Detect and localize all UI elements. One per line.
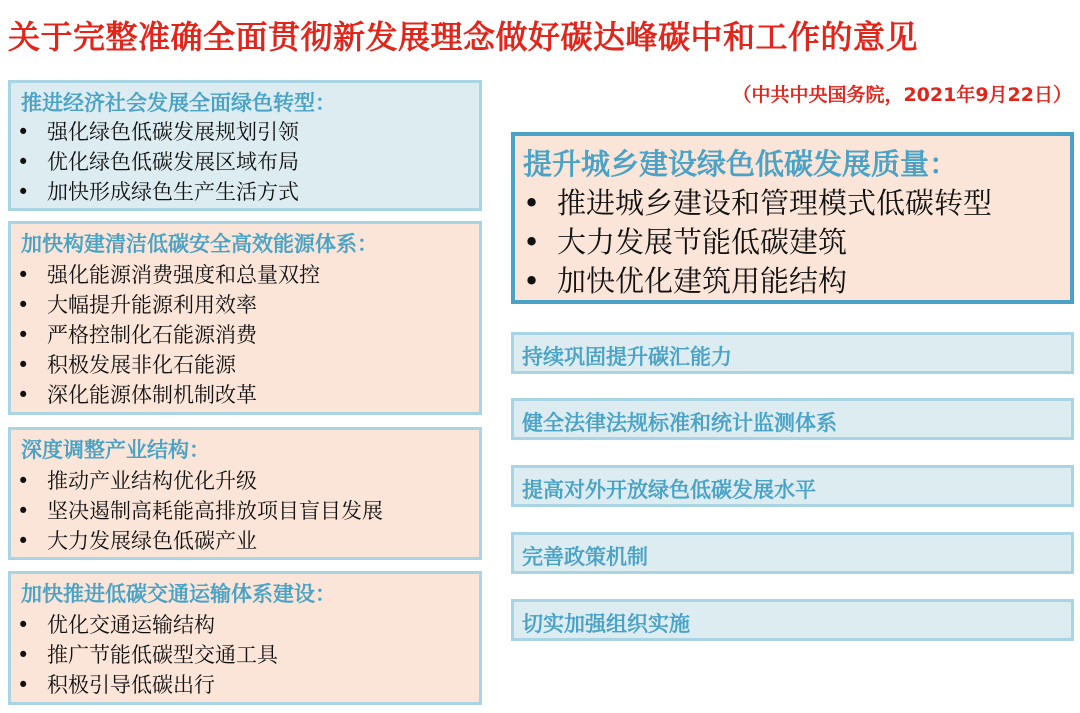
list-item: • 积极发展非化石能源 — [17, 350, 320, 380]
page-title: 关于完整准确全面贯彻新发展理念做好碳达峰碳中和工作的意见 — [8, 18, 919, 56]
strip-label: 持续巩固提升碳汇能力 — [522, 345, 732, 369]
strip-label: 切实加强组织实施 — [522, 612, 690, 636]
list-item: • 推广节能低碳型交通工具 — [17, 640, 278, 670]
list-item: • 积极引导低碳出行 — [17, 670, 278, 700]
list-item: • 严格控制化石能源消费 — [17, 320, 320, 350]
list-item: • 强化能源消费强度和总量双控 — [17, 260, 320, 290]
box-title: 加快构建清洁低碳安全高效能源体系： — [21, 232, 378, 256]
list-item: • 推进城乡建设和管理模式低碳转型 — [523, 184, 992, 223]
bullet-icon: • — [17, 643, 30, 667]
list-item: • 强化绿色低碳发展规划引领 — [17, 117, 299, 147]
list-item: • 大力发展节能低碳建筑 — [523, 223, 992, 262]
list-item: • 大幅提升能源利用效率 — [17, 290, 320, 320]
list-item: • 优化交通运输结构 — [17, 610, 278, 640]
box-urban-rural-construction — [511, 132, 1074, 304]
bullet-icon: • — [523, 264, 541, 298]
bullet-icon: • — [17, 383, 30, 407]
bullet-icon: • — [17, 613, 30, 637]
strip-carbon-sink — [511, 332, 1074, 374]
bullet-icon: • — [17, 150, 30, 174]
strip-policy-mechanism — [511, 532, 1074, 574]
box-title: 深度调整产业结构： — [21, 438, 210, 462]
list-item: • 坚决遏制高耗能高排放项目盲目发展 — [17, 496, 383, 526]
strip-label: 提高对外开放绿色低碳发展水平 — [522, 478, 816, 502]
box-title: 加快推进低碳交通运输体系建设： — [21, 582, 336, 606]
box-industrial-structure — [8, 427, 482, 560]
strip-opening-up — [511, 465, 1074, 507]
strip-label: 完善政策机制 — [522, 545, 648, 569]
bullet-icon: • — [17, 263, 30, 287]
box-energy-system — [8, 221, 482, 415]
strip-legal-standards — [511, 398, 1074, 440]
box-economic-transformation — [8, 80, 482, 211]
bullet-icon: • — [17, 323, 30, 347]
list-item: • 深化能源体制机制改革 — [17, 380, 320, 410]
bullet-icon: • — [17, 353, 30, 377]
bullet-icon: • — [523, 225, 541, 259]
strip-label: 健全法律法规标准和统计监测体系 — [522, 411, 837, 435]
box-title: 提升城乡建设绿色低碳发展质量： — [523, 147, 959, 181]
list-item: • 优化绿色低碳发展区域布局 — [17, 147, 299, 177]
bullet-icon: • — [17, 499, 30, 523]
bullet-icon: • — [17, 293, 30, 317]
bullet-icon: • — [17, 469, 30, 493]
source-note: （中共中央国务院，2021年9月22日） — [732, 84, 1072, 106]
list-item: • 大力发展绿色低碳产业 — [17, 526, 383, 556]
list-item: • 推动产业结构优化升级 — [17, 466, 383, 496]
bullet-icon: • — [17, 529, 30, 553]
list-item: • 加快形成绿色生产生活方式 — [17, 177, 299, 207]
bullet-icon: • — [523, 186, 541, 220]
list-item: • 加快优化建筑用能结构 — [523, 262, 992, 301]
box-title: 推进经济社会发展全面绿色转型： — [21, 91, 336, 115]
box-transport-system — [8, 571, 482, 705]
strip-implementation — [511, 599, 1074, 641]
bullet-icon: • — [17, 673, 30, 697]
bullet-icon: • — [17, 120, 30, 144]
bullet-icon: • — [17, 180, 30, 204]
